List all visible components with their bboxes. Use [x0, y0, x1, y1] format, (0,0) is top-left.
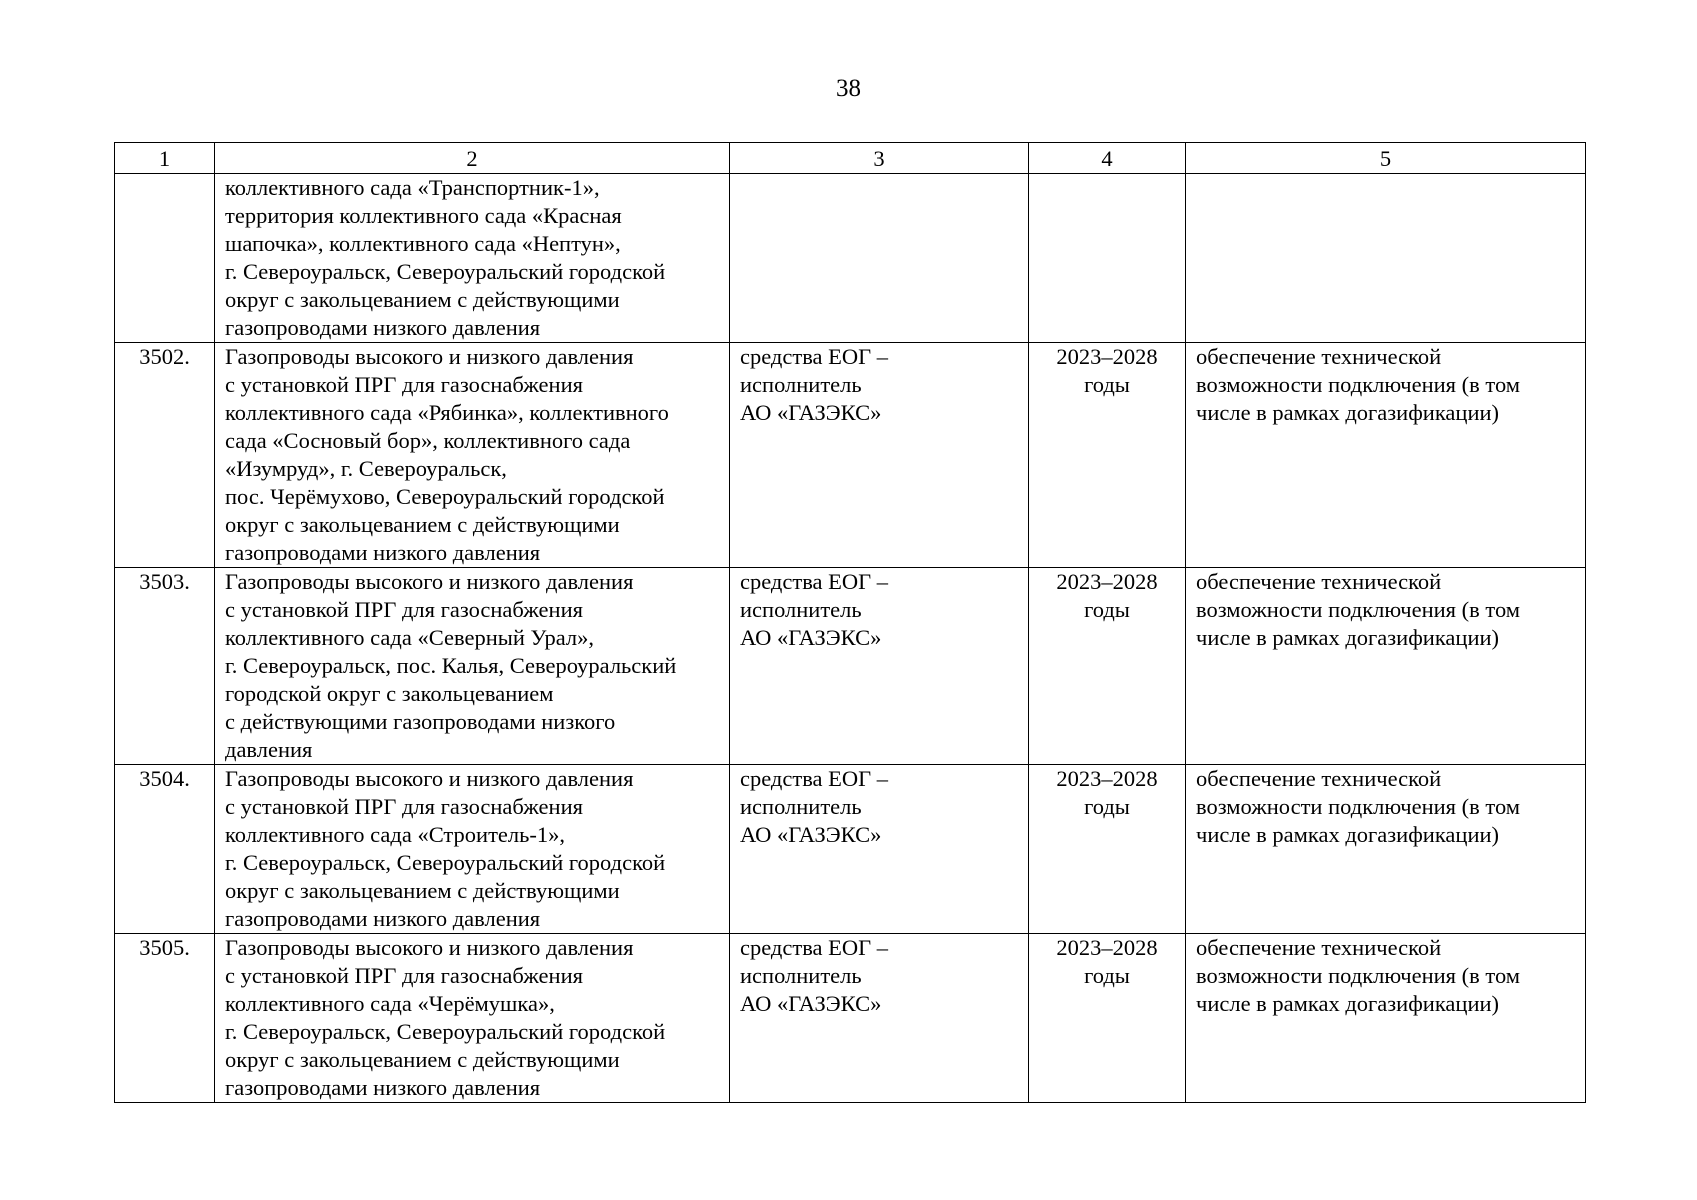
period-cell: 2023–2028 годы — [1029, 765, 1186, 934]
object-name-cell: Газопроводы высокого и низкого давления с установкой ПРГ для газоснабжения коллективного сада «Черёмушка», г. Североуральск, Североуральский городской округ с закольцеванием с действующими газопроводами низкого давления — [215, 934, 730, 1103]
funding-source-cell: средства ЕОГ – исполнитель АО «ГАЗЭКС» — [730, 934, 1029, 1103]
purpose-cell: обеспечение технической возможности подключения (в том числе в рамках догазификации) — [1186, 934, 1586, 1103]
column-number-3: 3 — [730, 143, 1029, 174]
page-number: 38 — [836, 75, 861, 102]
table-row — [115, 343, 1586, 568]
column-number-4: 4 — [1029, 143, 1186, 174]
row-number-cell: 3504. — [115, 765, 215, 934]
funding-source-cell: средства ЕОГ – исполнитель АО «ГАЗЭКС» — [730, 765, 1029, 934]
column-number-2: 2 — [215, 143, 730, 174]
object-name-cell: Газопроводы высокого и низкого давления с установкой ПРГ для газоснабжения коллективного сада «Северный Урал», г. Североуральск, пос. Калья, Североуральский городской округ с закольцеванием с действующими газопроводами низкого давления — [215, 568, 730, 765]
row-number-cell: 3503. — [115, 568, 215, 765]
funding-source-cell: средства ЕОГ – исполнитель АО «ГАЗЭКС» — [730, 568, 1029, 765]
period-cell: 2023–2028 годы — [1029, 343, 1186, 568]
row-number-cell — [115, 174, 215, 343]
table-row — [115, 934, 1586, 1103]
row-number-cell: 3505. — [115, 934, 215, 1103]
object-name-cell: Газопроводы высокого и низкого давления с установкой ПРГ для газоснабжения коллективного сада «Строитель-1», г. Североуральск, Североуральский городской округ с закольцеванием с действующими газопроводами низкого давления — [215, 765, 730, 934]
purpose-cell: обеспечение технической возможности подключения (в том числе в рамках догазификации) — [1186, 343, 1586, 568]
period-cell: 2023–2028 годы — [1029, 934, 1186, 1103]
table-header-row — [115, 143, 1586, 174]
program-table — [114, 142, 1586, 1103]
purpose-cell — [1186, 174, 1586, 343]
column-number-5: 5 — [1186, 143, 1586, 174]
funding-source-cell — [730, 174, 1029, 343]
object-name-cell: коллективного сада «Транспортник-1», территория коллективного сада «Красная шапочка», коллективного сада «Нептун», г. Североуральск, Североуральский городской округ с закольцеванием с действующими газопроводами низкого давления — [215, 174, 730, 343]
table-row — [115, 174, 1586, 343]
period-cell: 2023–2028 годы — [1029, 568, 1186, 765]
funding-source-cell: средства ЕОГ – исполнитель АО «ГАЗЭКС» — [730, 343, 1029, 568]
purpose-cell: обеспечение технической возможности подключения (в том числе в рамках догазификации) — [1186, 765, 1586, 934]
period-cell — [1029, 174, 1186, 343]
table-row — [115, 765, 1586, 934]
object-name-cell: Газопроводы высокого и низкого давления с установкой ПРГ для газоснабжения коллективного сада «Рябинка», коллективного сада «Сосновый бор», коллективного сада «Изумруд», г. Североуральск, пос. Черёмухово, Североуральский городской округ с закольцеванием с действующими газопроводами низкого давления — [215, 343, 730, 568]
table-row — [115, 568, 1586, 765]
row-number-cell: 3502. — [115, 343, 215, 568]
purpose-cell: обеспечение технической возможности подключения (в том числе в рамках догазификации) — [1186, 568, 1586, 765]
column-number-1: 1 — [115, 143, 215, 174]
